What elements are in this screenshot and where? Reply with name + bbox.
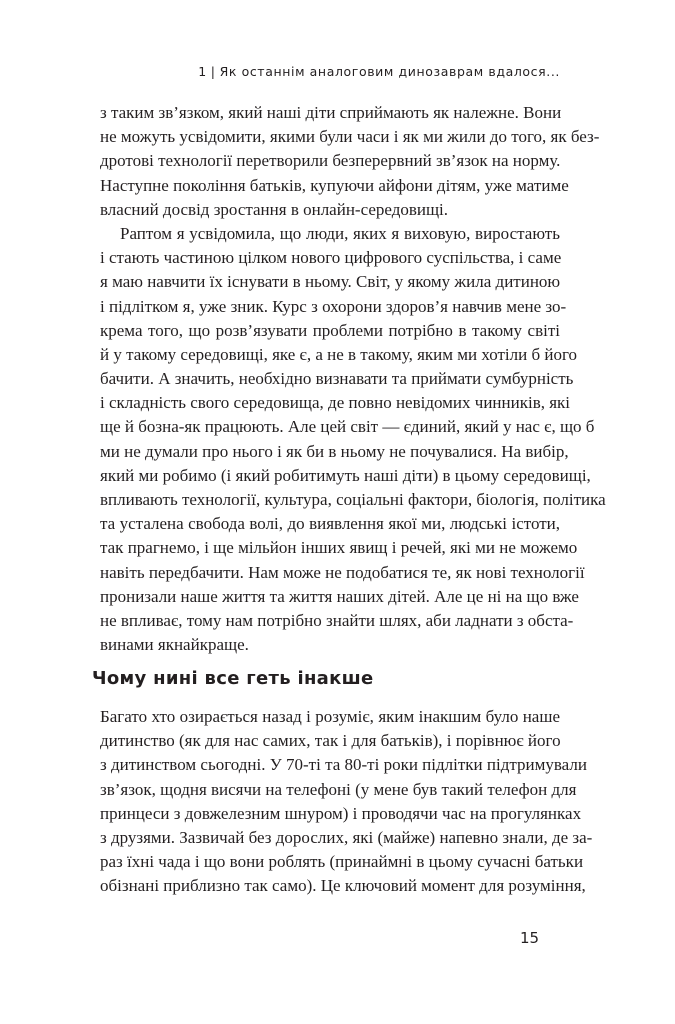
text-line: Наступне покоління батьків, купуючи айфони дітям, уже матиме [100,175,569,195]
text-line: й у такому середовищі, яке є, а не в такому, яким ми хотіли б його [100,344,578,364]
text-line: власний досвід зростання в онлайн-середовищі. [100,199,449,219]
body-text-after-heading [100,705,593,899]
text-line: винами якнайкраще. [100,635,249,655]
text-line: і складність свого середовища, де повно невідомих чинників, які [100,393,571,413]
text-line: зв’язок, щодня висячи на телефоні (у мене був такий телефон для [100,779,577,799]
page-number: 15 [520,929,540,947]
text-line: я маю навчити їх існувати в ньому. Світ, у якому жила дитиною [100,272,561,292]
text-line: який ми робимо (і який робитимуть наші діти) в цьому середовищі, [100,465,591,485]
text-line: з таким зв’язком, який наші діти сприймають як належне. Вони [100,103,562,122]
text-line: навіть передбачити. Нам може не подобатися те, як нові технології [100,562,585,582]
chapter-title: Як останнім аналоговим динозаврам вдалося... [219,64,560,79]
text-line: бачити. А значить, необхідно визнавати та приймати сумбурність [100,369,574,389]
text-line: раз їхні чада і що вони роблять (принаймні в цьому сучасні батьки [100,852,584,872]
running-head-separator: | [210,64,216,79]
text-line: не впливає, тому нам потрібно знайти шлях, аби ладнати з обста- [100,610,574,630]
text-line: дротові технології перетворили безперервний зв’язок на норму. [100,151,561,171]
text-line: і стають частиною цілком нового цифрового суспільства, і саме [100,248,562,268]
body-text-before-heading [100,101,606,657]
text-line: не можуть усвідомити, якими були часи і як ми жили до того, як без- [100,127,600,147]
text-line: впливають технології, культура, соціальні фактори, біологія, політика [100,490,606,509]
text-line: пронизали наше життя та життя наших дітей. Але це ні на що вже [100,586,579,606]
text-line: ще й бозна-як працюють. Але цей світ — єдиний, який у нас є, що б [100,417,595,437]
text-line: принцеси з довжелезним шнуром) і проводячи час на прогулянках [100,803,582,823]
running-head [0,64,560,79]
text-line: з друзями. Зазвичай без дорослих, які (майже) напевно знали, де за- [100,827,593,847]
text-line: ми не думали про нього і як би в ньому не почувалися. На вибір, [100,441,569,461]
text-line: Багато хто озирається назад і розуміє, яким інакшим було наше [100,707,560,726]
text-line: Раптом я усвідомила, що люди, яких я виховую, виростають [120,223,560,243]
section-heading: Чому нині все геть інакше [92,668,374,689]
text-line: дитинство (як для нас самих, так і для батьків), і порівнює його [100,731,561,751]
text-line: обізнані приблизно так само). Це ключовий момент для розуміння, [100,876,586,896]
text-line: і підлітком я, уже зник. Курс з охорони здоров’я навчив мене зо- [100,296,567,316]
text-line: крема того, що розв’язувати проблеми потрібно в такому світі [100,320,560,340]
text-line: з дитинством сьогодні. У 70-ті та 80-ті роки підлітки підтримували [100,755,587,775]
text-line: так прагнемо, і ще мільйон інших явищ і речей, які ми не можемо [100,538,578,558]
chapter-number: 1 [198,64,207,79]
text-line: та усталена свобода волі, до виявлення якої ми, людські істоти, [100,514,560,534]
